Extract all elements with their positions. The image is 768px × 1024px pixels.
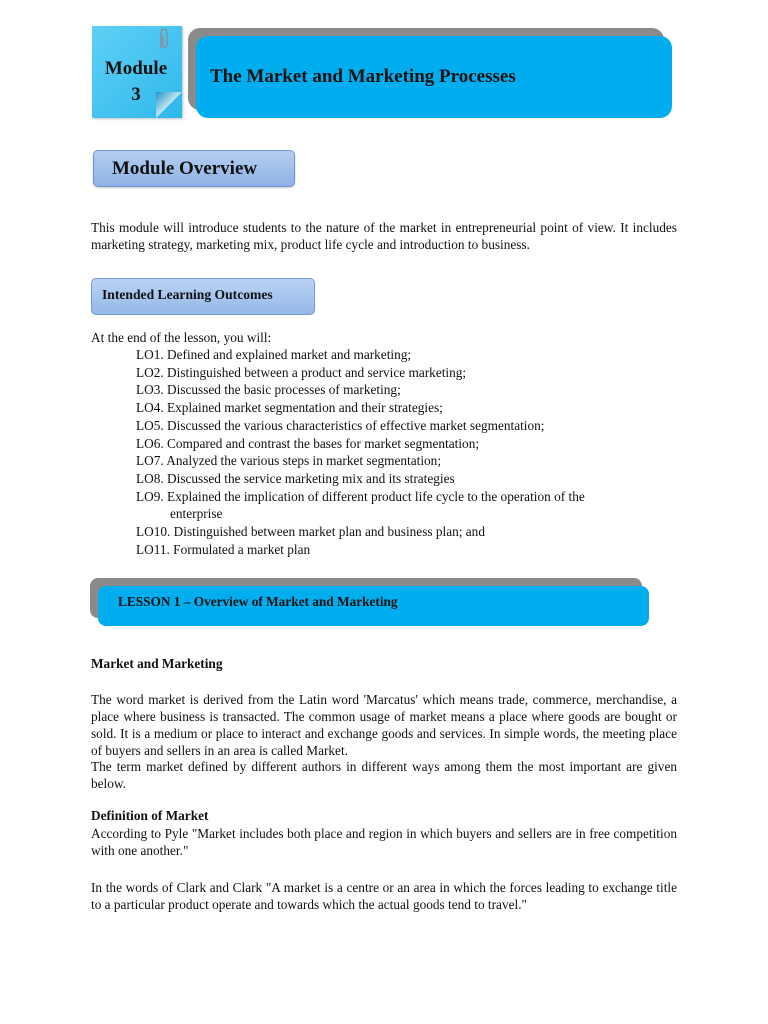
list-item: LO4. Explained market segmentation and their strategies; bbox=[136, 400, 443, 416]
list-item: LO3. Discussed the basic processes of marketing; bbox=[136, 382, 401, 398]
ilo-heading: Intended Learning Outcomes bbox=[102, 287, 273, 302]
list-item: LO10. Distinguished between market plan and business plan; and bbox=[136, 524, 485, 540]
ilo-box bbox=[91, 278, 315, 315]
list-item-continuation bbox=[136, 505, 656, 523]
page-title: The Market and Marketing Processes bbox=[210, 66, 516, 87]
module-overview-heading: Module Overview bbox=[112, 158, 258, 179]
title-banner bbox=[196, 36, 672, 118]
list-item: LO2. Distinguished between a product and service marketing; bbox=[136, 364, 467, 380]
overview-text: This module will introduce students to the nature of the market in entrepreneurial point of view. It includes marketing strategy, marketing mix, product life cycle and introduction to business. bbox=[91, 220, 677, 252]
lesson-title: LESSON 1 – Overview of Market and Marketing bbox=[118, 594, 398, 609]
paperclip-icon bbox=[158, 28, 170, 50]
module-word: Module bbox=[104, 58, 168, 79]
market-marketing-paragraph-2: The term market defined by different authors in different ways among them the most important are given below. bbox=[91, 759, 677, 791]
list-item: LO7. Analyzed the various steps in market segmentation; bbox=[136, 453, 442, 469]
list-item: LO9. Explained the implication of different product life cycle to the operation of the bbox=[136, 488, 585, 504]
learning-outcomes-list bbox=[136, 346, 656, 558]
list-item: LO1. Defined and explained market and marketing; bbox=[136, 347, 412, 362]
module-number: 3 bbox=[131, 84, 141, 105]
list-item: LO8. Discussed the service marketing mix and its strategies bbox=[136, 470, 455, 486]
definition-heading: Definition of Market bbox=[91, 808, 209, 823]
module-badge bbox=[92, 26, 182, 118]
market-marketing-heading: Market and Marketing bbox=[91, 656, 223, 671]
list-item: LO5. Discussed the various characteristics of effective market segmentation; bbox=[136, 417, 545, 433]
module-overview-box bbox=[93, 150, 295, 187]
definition-paragraph-2: In the words of Clark and Clark "A market is a centre or an area in which the forces leading to exchange title to a particular product operate and towards which the actual goods tend to travel." bbox=[91, 880, 677, 912]
list-item: LO6. Compared and contrast the bases for market segmentation; bbox=[136, 435, 480, 451]
list-item-continuation-text: enterprise bbox=[170, 506, 223, 522]
lesson-banner bbox=[98, 586, 649, 626]
ilo-intro: At the end of the lesson, you will: bbox=[91, 330, 272, 345]
list-item: LO11. Formulated a market plan bbox=[136, 541, 311, 557]
definition-paragraph-1: According to Pyle "Market includes both place and region in which buyers and sellers are in free competition with one another." bbox=[91, 826, 677, 858]
market-marketing-paragraph-1: The word market is derived from the Latin word 'Marcatus' which means trade, commerce, merchandise, a place where business is transacted. The common usage of market means a place where goods are bought or sold. It is a medium or place to interact and exchange goods and services. In simple words, the meeting place of buyers and sellers in an area is called Market. bbox=[91, 692, 677, 758]
